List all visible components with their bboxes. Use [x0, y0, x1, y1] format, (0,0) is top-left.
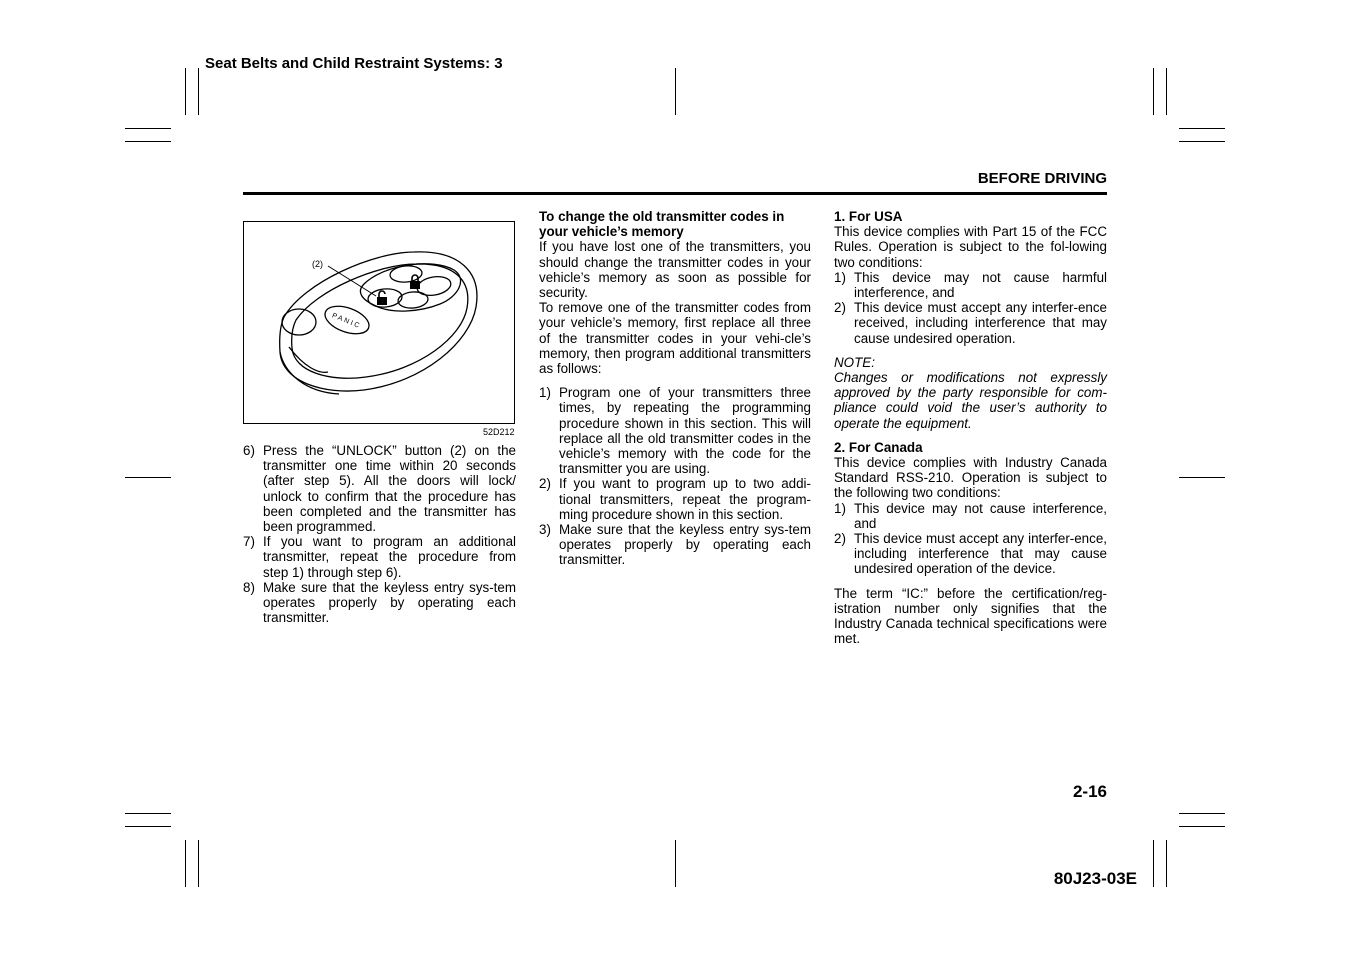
document-code: 80J23-03E — [1053, 869, 1137, 888]
paragraph: To remove one of the transmitter codes from your vehicle’s memory, first replace all three of the transmitter codes in your vehi-cle’s memory, then program additional transmitters as follows: — [539, 300, 811, 377]
page-number: 2-16 — [1072, 782, 1107, 801]
list-item: 7) If you want to program an additional transmitter, repeat the procedure from step 1) through step 6). — [243, 534, 516, 580]
item-number: 6) — [243, 443, 255, 458]
canada-conditions — [834, 501, 1107, 577]
usa-heading: 1. For USA — [834, 209, 903, 224]
item-number: 1) — [834, 269, 846, 285]
item-number: 8) — [243, 579, 255, 595]
key-fob-illustration — [244, 222, 514, 423]
item-number: 2) — [834, 531, 846, 547]
note-text: Changes or modifications not expressly approved by the party responsible for com-pliance could void the user’s authority to operate the equipment. — [834, 370, 1107, 431]
column-right — [834, 209, 1107, 646]
item-number: 7) — [243, 534, 255, 550]
item-number: 1) — [834, 500, 846, 516]
lock-icon — [410, 275, 420, 289]
list-item: 1) This device may not cause harmful interference, and — [834, 269, 1107, 301]
paragraph: This device complies with Industry Canada Standard RSS-210. Operation is subject to the following two conditions: — [834, 455, 1107, 501]
running-title: Seat Belts and Child Restraint Systems: 3 — [205, 55, 503, 72]
item-number: 1) — [539, 385, 551, 401]
figure-callout: (2) — [312, 259, 323, 269]
paragraph: If you have lost one of the transmitters, you should change the transmitter codes in your vehicle’s memory as soon as possible for security. — [539, 239, 811, 301]
list-item: 1) Program one of your transmitters three times, by repeating the programming procedure shown in this section. This will replace all the old transmitter codes in the vehicle’s memory with the code for the transmitter you are using. — [539, 385, 811, 477]
column-middle — [539, 209, 811, 568]
list-item: 3) Make sure that the keyless entry sys-tem operates properly by operating each transmitter. — [539, 522, 811, 568]
list-item: 6) Press the “UNLOCK” button (2) on the transmitter one time within 20 seconds (after step 5). All the doors will lock/ unlock to confirm that the procedure has been completed and the transmitter has been programmed. — [243, 443, 516, 535]
panic-button-label: PANIC — [330, 312, 363, 331]
paragraph: The term “IC:” before the certification/reg-istration number only signifies that the Industry Canada technical specifications were met. — [834, 585, 1107, 647]
list-item: 1) This device may not cause interference, and — [834, 500, 1107, 531]
change-code-steps — [539, 385, 811, 567]
section-heading: BEFORE DRIVING — [977, 170, 1107, 187]
column-left — [243, 443, 516, 625]
canada-heading: 2. For Canada — [834, 439, 923, 455]
figure-code: 52D212 — [483, 427, 515, 437]
subsection-heading: To change the old transmitter codes in your vehicle’s memory — [539, 209, 785, 240]
item-number: 3) — [539, 522, 551, 538]
list-item: 8) Make sure that the keyless entry sys-tem operates properly by operating each transmitter. — [243, 579, 516, 626]
item-number: 2) — [834, 300, 846, 316]
item-number: 2) — [539, 476, 551, 492]
list-item: 2) This device must accept any interfer-ence, including interference that may cause undesired operation of the device. — [834, 531, 1107, 577]
usa-conditions — [834, 270, 1107, 346]
list-item: 2) If you want to program up to two addi-tional transmitters, repeat the program-ming procedure shown in this section. — [539, 476, 811, 522]
key-fob-figure — [243, 221, 515, 424]
procedure-steps-6-8 — [243, 443, 516, 625]
note-label: NOTE: — [834, 354, 875, 370]
list-item: 2) This device must accept any interfer-ence received, including interference that may cause undesired operation. — [834, 300, 1107, 346]
unlock-icon — [377, 291, 387, 305]
paragraph: This device complies with Part 15 of the FCC Rules. Operation is subject to the fol-lowing two conditions: — [834, 224, 1107, 270]
header-rule — [243, 192, 1107, 195]
fob-inner-top — [292, 264, 468, 378]
